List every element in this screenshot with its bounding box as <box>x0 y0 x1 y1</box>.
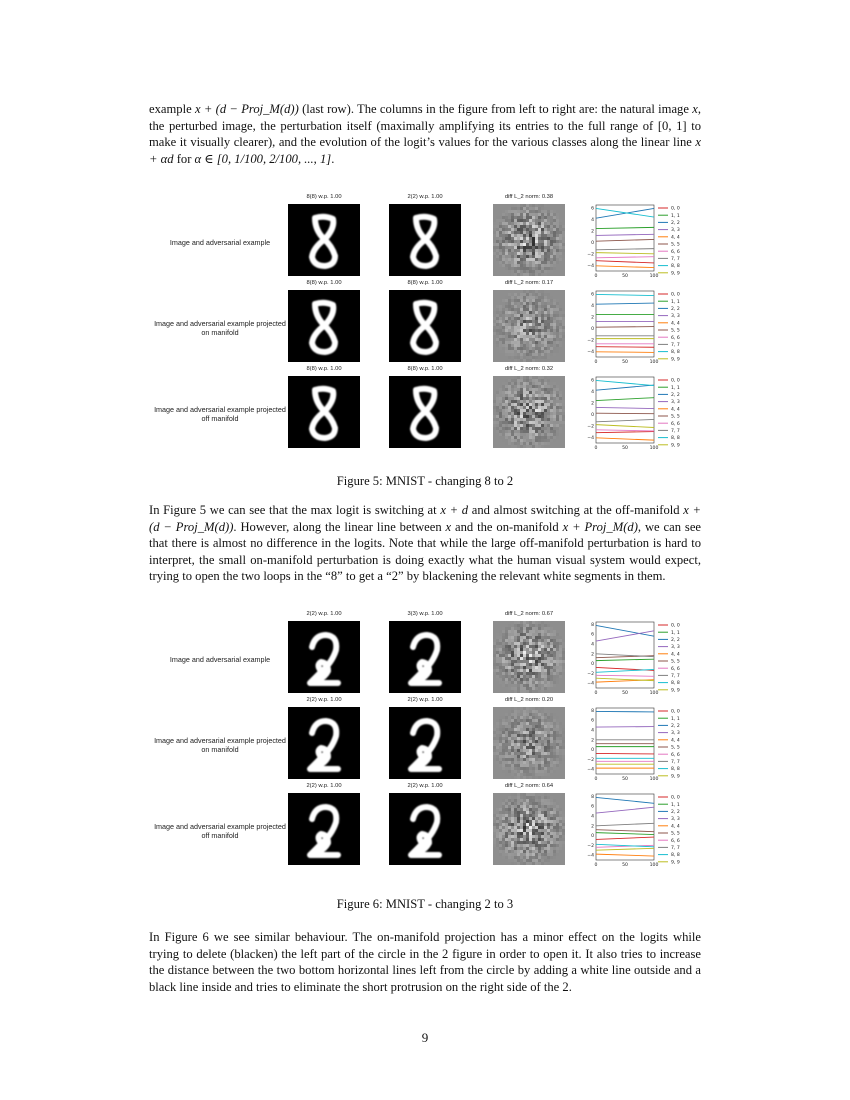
y-tick-label: 0 <box>591 834 594 840</box>
legend-label: 5, 5 <box>671 831 680 837</box>
x-tick-label: 50 <box>622 274 628 279</box>
diff-noise <box>493 621 565 693</box>
x-tick-label: 50 <box>622 446 628 451</box>
y-tick-label: −2 <box>587 671 594 677</box>
row-label: Image and adversarial example projected off manifold <box>154 405 286 423</box>
legend-label: 9, 9 <box>671 774 680 780</box>
legend-label: 6, 6 <box>671 752 680 758</box>
digit-fig6-0-1 <box>389 621 461 693</box>
series-line <box>596 347 654 348</box>
page-number: 9 <box>421 1030 429 1045</box>
x-tick-label: 100 <box>649 360 659 365</box>
digit-fig5-0-1 <box>389 204 461 276</box>
natural-image <box>288 366 360 448</box>
legend-label: 8, 8 <box>671 767 680 773</box>
legend-label: 0, 0 <box>671 623 680 629</box>
y-tick-label: 6 <box>591 206 594 212</box>
perturbed-image <box>389 366 461 448</box>
panel-title: 8(8) w.p. 1.00 <box>407 366 443 372</box>
panel-title: diff L_2 norm: 0.38 <box>504 194 554 200</box>
legend-label: 5, 5 <box>671 659 680 665</box>
para2-text-e: , we can see that there is almost no difference in the logits. Note that while the large off-manifold perturbation is hard to interpret, the small on-manifold perturbation is doing exactly what the human visual system would expect, trying to open the two loops in the “8” to get a “2” by blackening the relevant white segments in them. <box>149 519 701 584</box>
digit-fig6-1-0 <box>288 707 360 779</box>
y-tick-label: 4 <box>591 389 594 395</box>
x-tick-label: 100 <box>649 863 659 868</box>
legend-label: 8, 8 <box>671 853 680 859</box>
y-tick-label: −4 <box>587 435 594 441</box>
row-label: Image and adversarial example <box>169 654 271 664</box>
x-tick-label: 100 <box>649 777 659 782</box>
x-tick-label: 0 <box>594 691 598 696</box>
legend-label: 1, 1 <box>671 802 680 808</box>
x-tick-label: 0 <box>594 274 598 279</box>
legend-label: 0, 0 <box>671 206 680 212</box>
panel-title: 2(2) w.p. 1.00 <box>407 697 443 703</box>
y-tick-label: 0 <box>591 662 594 668</box>
legend-label: 0, 0 <box>671 709 680 715</box>
figure-5-caption: Figure 5: MNIST - changing 8 to 2 <box>336 474 514 488</box>
y-tick-label: −2 <box>587 843 594 849</box>
legend-label: 4, 4 <box>671 235 680 241</box>
math-x: x <box>692 102 698 116</box>
legend-label: 4, 4 <box>671 321 680 327</box>
legend-label: 9, 9 <box>671 443 680 449</box>
panel-title: 8(8) w.p. 1.00 <box>407 280 443 286</box>
perturbation-image <box>493 783 565 865</box>
legend-label: 7, 7 <box>671 429 680 434</box>
y-tick-label: 8 <box>591 708 594 714</box>
panel-title: diff L_2 norm: 0.17 <box>504 280 554 286</box>
panel-title: 2(2) w.p. 1.00 <box>306 783 342 789</box>
panel-title: 2(2) w.p. 1.00 <box>407 194 443 200</box>
legend-label: 8, 8 <box>671 350 680 356</box>
perturbed-image <box>389 194 461 276</box>
legend-label: 2, 2 <box>671 810 680 815</box>
x-tick-label: 0 <box>594 777 598 782</box>
logit-chart <box>582 374 710 454</box>
legend-label: 5, 5 <box>671 328 680 334</box>
legend-label: 2, 2 <box>671 221 680 226</box>
diff-noise <box>493 204 565 276</box>
row-label: Image and adversarial example projected on manifold <box>154 736 286 754</box>
panel-title: diff L_2 norm: 0.67 <box>504 611 554 617</box>
digit-fig5-1-0 <box>288 290 360 362</box>
legend-label: 6, 6 <box>671 421 680 427</box>
legend-label: 9, 9 <box>671 688 680 694</box>
figure-5 <box>150 194 710 460</box>
y-tick-label: −2 <box>587 338 594 344</box>
y-tick-label: 8 <box>591 794 594 800</box>
natural-image <box>288 194 360 276</box>
y-tick-label: −4 <box>587 681 594 687</box>
perturbed-image <box>389 697 461 779</box>
y-tick-label: −4 <box>587 767 594 773</box>
y-tick-label: 2 <box>591 824 594 830</box>
panel-title: 2(2) w.p. 1.00 <box>407 783 443 789</box>
legend-label: 6, 6 <box>671 249 680 255</box>
panel-title: 8(8) w.p. 1.00 <box>306 194 342 200</box>
y-tick-label: 0 <box>591 412 594 418</box>
digit-fig5-2-1 <box>389 376 461 448</box>
legend-label: 2, 2 <box>671 638 680 643</box>
logit-plot <box>582 374 710 454</box>
panel-title: 2(2) w.p. 1.00 <box>306 611 342 617</box>
panel-title: diff L_2 norm: 0.32 <box>504 366 554 372</box>
math-x-plus-alpha-d: x + αd <box>149 135 701 166</box>
perturbed-image <box>389 280 461 362</box>
x-tick-label: 50 <box>622 863 628 868</box>
figure-row <box>150 697 710 785</box>
legend-label: 5, 5 <box>671 745 680 751</box>
digit-fig6-0-0 <box>288 621 360 693</box>
y-tick-label: 6 <box>591 632 594 638</box>
intro-text-f: . <box>331 151 335 166</box>
logit-plot <box>582 288 710 368</box>
intro-text-c: , the perturbed image, the perturbation itself (maximally amplifying its entries to the full range of <box>149 102 701 133</box>
logit-plot <box>582 705 710 785</box>
figure-6 <box>150 611 710 882</box>
legend-label: 7, 7 <box>671 760 680 765</box>
natural-image <box>288 697 360 779</box>
legend-label: 7, 7 <box>671 343 680 348</box>
diff-noise <box>493 793 565 865</box>
legend-label: 5, 5 <box>671 242 680 248</box>
natural-image <box>288 280 360 362</box>
y-tick-label: 6 <box>591 804 594 810</box>
legend-label: 4, 4 <box>671 738 680 744</box>
digit-fig6-2-0 <box>288 793 360 865</box>
legend-label: 1, 1 <box>671 630 680 636</box>
logit-plot <box>582 202 710 282</box>
para2-text-b: and almost switching at the off-manifold <box>468 503 684 517</box>
y-tick-label: −2 <box>587 757 594 763</box>
legend-label: 3, 3 <box>671 228 680 234</box>
legend-label: 2, 2 <box>671 307 680 312</box>
logit-chart <box>582 705 710 785</box>
y-tick-label: −4 <box>587 263 594 269</box>
legend-label: 1, 1 <box>671 213 680 219</box>
y-tick-label: 6 <box>591 292 594 298</box>
y-tick-label: −2 <box>587 424 594 430</box>
logit-plot <box>582 619 710 699</box>
y-tick-label: 4 <box>591 814 594 820</box>
y-tick-label: 2 <box>591 315 594 321</box>
paragraph-figure-5-discussion <box>149 502 701 585</box>
x-tick-label: 0 <box>594 863 598 868</box>
figure-6-caption: Figure 6: MNIST - changing 2 to 3 <box>336 897 514 911</box>
diff-noise <box>493 376 565 448</box>
legend-label: 7, 7 <box>671 674 680 679</box>
y-tick-label: 2 <box>591 652 594 658</box>
math-off-manifold: x + (d − Proj_M(d)) <box>149 503 702 534</box>
y-tick-label: 4 <box>591 642 594 648</box>
legend-label: 7, 7 <box>671 846 680 851</box>
legend-label: 0, 0 <box>671 795 680 801</box>
math-x-plus-d: x + d <box>440 503 469 517</box>
paragraph-figure-6-discussion: In Figure 6 we see similar behaviour. The on-manifold projection has a minor effect on the logits while trying to delete (blacken) the left part of the circle in the 2 figure in order to open it. It also tries to increase the distance between the two bottom horizontal lines left from the circle by adding a white line outside and a black line inside and tries to eliminate the short protrusion on the right side of the 2. <box>149 930 701 994</box>
legend-label: 4, 4 <box>671 824 680 830</box>
legend-label: 1, 1 <box>671 385 680 391</box>
perturbed-image <box>389 611 461 693</box>
x-tick-label: 0 <box>594 360 598 365</box>
legend-label: 6, 6 <box>671 666 680 672</box>
y-tick-label: 6 <box>591 378 594 384</box>
legend-label: 6, 6 <box>671 335 680 341</box>
x-tick-label: 100 <box>649 446 659 451</box>
legend-label: 6, 6 <box>671 838 680 844</box>
legend-label: 9, 9 <box>671 860 680 866</box>
y-tick-label: −4 <box>587 349 594 355</box>
x-tick-label: 0 <box>594 446 598 451</box>
legend-label: 3, 3 <box>671 731 680 737</box>
intro-text-d: to make it visually clearer), and the evolution of the logit’s values for the various classes along the linear line <box>149 118 701 150</box>
legend-label: 4, 4 <box>671 407 680 413</box>
perturbation-image <box>493 194 565 276</box>
math-x-plus-d-minus-proj: x + (d − Proj_M(d)) <box>194 102 299 116</box>
legend-label: 8, 8 <box>671 264 680 270</box>
perturbation-image <box>493 697 565 779</box>
digit-fig5-0-0 <box>288 204 360 276</box>
digit-fig5-2-0 <box>288 376 360 448</box>
intro-text-e: for <box>173 151 195 166</box>
row-label: Image and adversarial example projected on manifold <box>154 319 286 337</box>
perturbation-image <box>493 280 565 362</box>
legend-label: 3, 3 <box>671 817 680 823</box>
x-tick-label: 50 <box>622 691 628 696</box>
panel-title: 8(8) w.p. 1.00 <box>306 366 342 372</box>
panel-title: 2(2) w.p. 1.00 <box>306 697 342 703</box>
para2-text-c: . However, along the linear line between <box>233 519 446 534</box>
y-tick-label: 2 <box>591 401 594 407</box>
row-label: Image and adversarial example projected off manifold <box>154 822 286 840</box>
para2-text-d: and the on-manifold <box>451 519 563 534</box>
natural-image <box>288 783 360 865</box>
y-tick-label: 0 <box>591 240 594 246</box>
y-tick-label: 2 <box>591 229 594 235</box>
legend-label: 9, 9 <box>671 271 680 277</box>
legend-label: 8, 8 <box>671 681 680 687</box>
digit-fig6-2-1 <box>389 793 461 865</box>
logit-chart <box>582 288 710 368</box>
perturbed-image <box>389 783 461 865</box>
figure-row <box>150 280 710 368</box>
logit-plot <box>582 791 710 871</box>
para2-text-a: In Figure 5 we can see that the max logit is switching at <box>149 503 441 517</box>
x-tick-label: 50 <box>622 360 628 365</box>
y-tick-label: −2 <box>587 252 594 258</box>
legend-label: 9, 9 <box>671 357 680 363</box>
x-tick-label: 50 <box>622 777 628 782</box>
panel-title: diff L_2 norm: 0.64 <box>504 783 554 789</box>
legend-label: 3, 3 <box>671 314 680 320</box>
perturbation-image <box>493 611 565 693</box>
panel-title: 8(8) w.p. 1.00 <box>306 280 342 286</box>
y-tick-label: 8 <box>591 622 594 628</box>
natural-image <box>288 611 360 693</box>
legend-label: 1, 1 <box>671 299 680 305</box>
diff-noise <box>493 707 565 779</box>
legend-label: 3, 3 <box>671 400 680 406</box>
logit-chart <box>582 791 710 871</box>
math-on-manifold: x + Proj_M(d) <box>562 519 638 534</box>
legend-label: 3, 3 <box>671 645 680 651</box>
row-label: Image and adversarial example <box>169 237 271 247</box>
perturbation-image <box>493 366 565 448</box>
logit-chart <box>582 619 710 699</box>
legend-label: 0, 0 <box>671 292 680 298</box>
y-tick-label: 4 <box>591 303 594 309</box>
y-tick-label: 0 <box>591 326 594 332</box>
y-tick-label: 4 <box>591 728 594 734</box>
math-range01: [0, 1] <box>657 118 687 133</box>
legend-label: 4, 4 <box>671 652 680 658</box>
panel-title: 3(3) w.p. 1.00 <box>407 611 443 617</box>
intro-paragraph <box>149 101 701 167</box>
y-tick-label: 4 <box>591 217 594 223</box>
legend-label: 5, 5 <box>671 414 680 420</box>
legend-label: 0, 0 <box>671 378 680 384</box>
digit-fig6-1-1 <box>389 707 461 779</box>
math-alpha-set: α ∈ [0, 1/100, 2/100, ..., 1] <box>194 151 332 166</box>
logit-chart <box>582 202 710 282</box>
intro-text-b: (last row). The columns in the figure from left to right are: the natural image <box>298 102 693 116</box>
legend-label: 8, 8 <box>671 436 680 442</box>
series-line <box>596 327 654 328</box>
y-tick-label: −4 <box>587 853 594 859</box>
math-x-2: x <box>445 519 452 534</box>
legend-label: 7, 7 <box>671 257 680 262</box>
x-tick-label: 100 <box>649 691 659 696</box>
x-tick-label: 100 <box>649 274 659 279</box>
y-tick-label: 2 <box>591 738 594 744</box>
figure-row <box>150 194 710 282</box>
legend-label: 2, 2 <box>671 724 680 729</box>
series-line <box>596 413 654 414</box>
legend-label: 1, 1 <box>671 716 680 722</box>
series-line <box>596 352 654 353</box>
figure-row <box>150 783 710 871</box>
diff-noise <box>493 290 565 362</box>
y-tick-label: 0 <box>591 748 594 754</box>
figure-row <box>150 611 710 699</box>
y-tick-label: 6 <box>591 718 594 724</box>
intro-text-a: example <box>149 102 195 116</box>
digit-fig5-1-1 <box>389 290 461 362</box>
panel-title: diff L_2 norm: 0.20 <box>504 697 554 703</box>
figure-row <box>150 366 710 454</box>
plot-frame <box>596 377 654 443</box>
legend-label: 2, 2 <box>671 393 680 398</box>
